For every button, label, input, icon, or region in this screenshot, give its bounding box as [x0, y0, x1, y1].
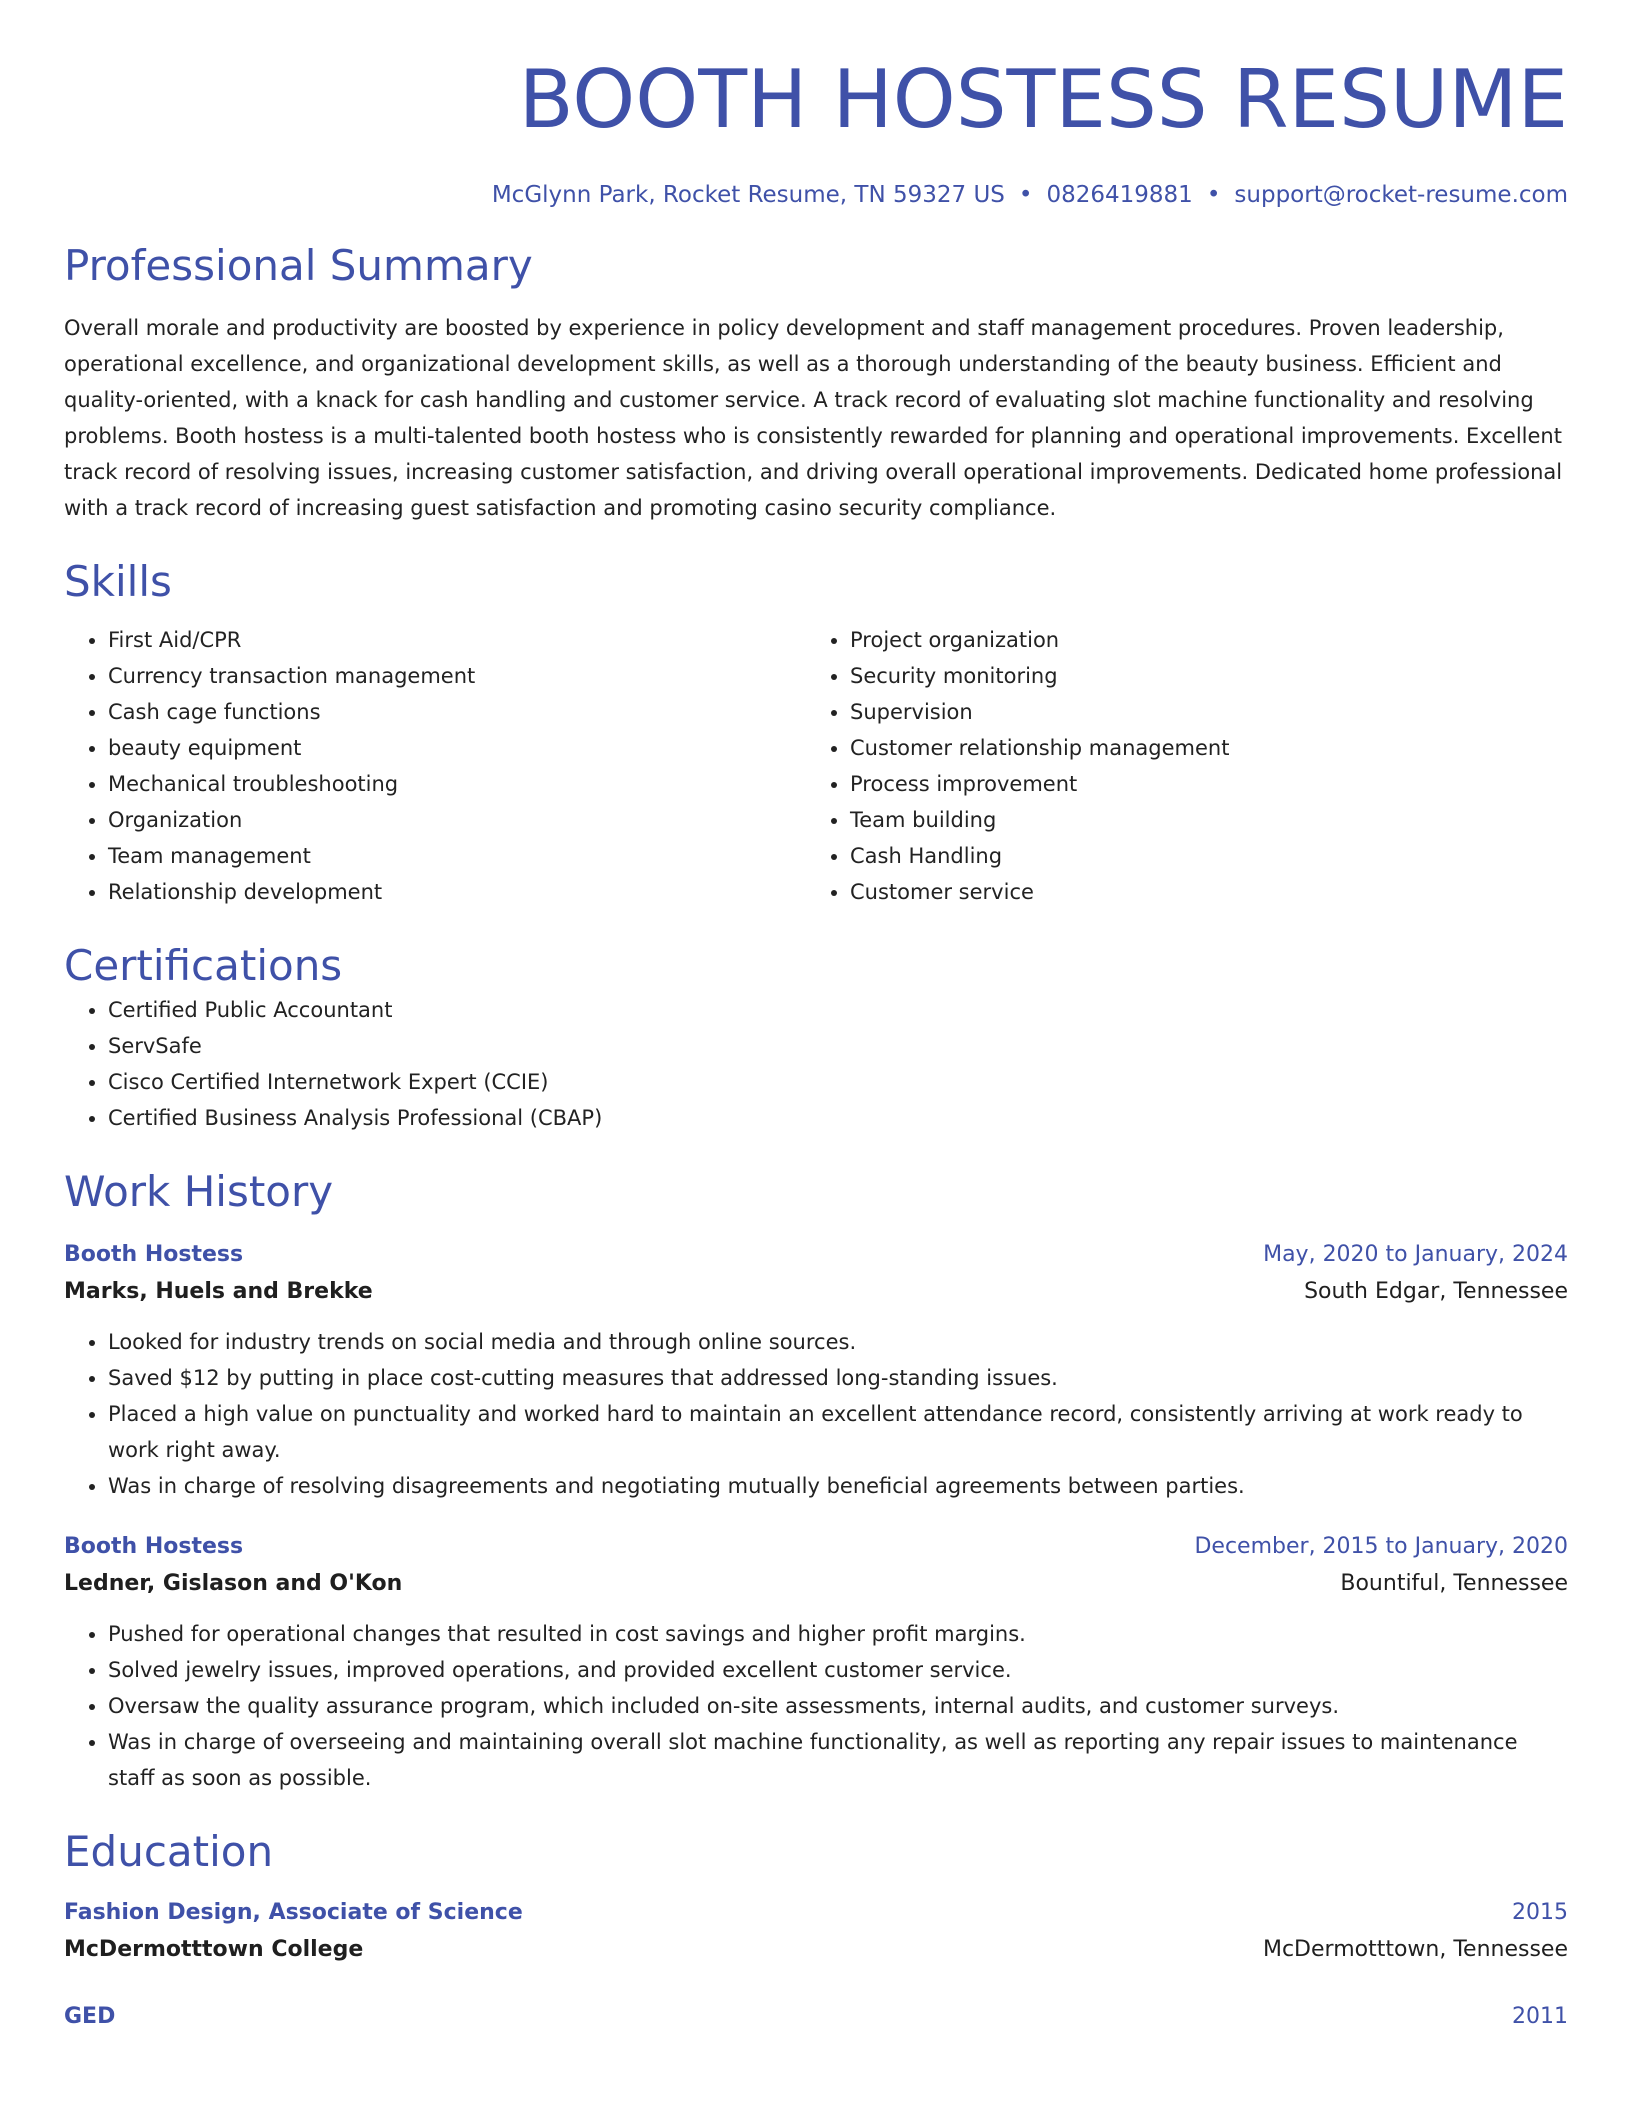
- job-company-row: [64, 1272, 1568, 1312]
- certifications-list: [64, 992, 1568, 1136]
- skill-item: • Team management: [108, 838, 806, 874]
- contact-address: McGlynn Park, Rocket Resume, TN 59327 US: [491, 182, 1005, 208]
- education-heading: Education: [64, 1827, 274, 1876]
- job-bullet: • Was in charge of resolving disagreements and negotiating mutually beneficial agreements between parties.: [108, 1468, 1568, 1504]
- summary-heading: Professional Summary: [64, 241, 533, 290]
- certification-item: • ServSafe: [108, 1028, 1568, 1064]
- job-bullets: [64, 1324, 1568, 1504]
- skills-list-left: [64, 622, 806, 910]
- contact-separator: •: [1018, 182, 1033, 208]
- skills-grid: [64, 622, 1568, 910]
- summary-text: Overall morale and productivity are boosted by experience in policy development and staff management procedures. Proven leadership, operational excellence, and organizational development skills, as well as a thorough understanding of the beauty business. Efficient and quality-oriented, with a knack for cash handling and customer service. A track record of evaluating slot machine functionality and resolving problems. Booth hostess is a multi-talented booth hostess who is consistently rewarded for planning and operational improvements. Excellent track record of resolving issues, increasing customer satisfaction, and driving overall operational improvements. Dedicated home professional with a track record of increasing guest satisfaction and promoting casino security compliance.: [64, 316, 1563, 520]
- skill-item: • Process improvement: [850, 766, 1548, 802]
- job-title: Booth Hostess: [64, 1242, 244, 1267]
- job-company-row: [64, 1564, 1568, 1604]
- skill-item: • Team building: [850, 802, 1548, 838]
- skill-item: • Security monitoring: [850, 658, 1548, 694]
- skill-item: • Customer service: [850, 874, 1548, 910]
- certification-item: • Certified Business Analysis Professional (CBAP): [108, 1100, 1568, 1136]
- skills-list-right: [806, 622, 1548, 910]
- skills-heading: Skills: [64, 557, 172, 606]
- education-school: McDermotttown College: [64, 1937, 364, 1962]
- skill-item: • Project organization: [850, 622, 1548, 658]
- job-title-row: [64, 1238, 1568, 1272]
- skill-item: • Mechanical troubleshooting: [108, 766, 806, 802]
- job-company: Ledner, Gislason and O'Kon: [64, 1571, 403, 1596]
- work-history-heading: Work History: [64, 1167, 334, 1216]
- education-location: McDermotttown, Tennessee: [1262, 1937, 1568, 1962]
- skill-item: • beauty equipment: [108, 730, 806, 766]
- job-bullet: • Pushed for operational changes that resulted in cost savings and higher profit margins.: [108, 1616, 1568, 1652]
- education-entry: [64, 1896, 1568, 1970]
- job-entry: [64, 1530, 1568, 1796]
- education-school-row: [64, 1930, 1568, 1970]
- skill-item: • Currency transaction management: [108, 658, 806, 694]
- job-bullet: • Looked for industry trends on social media and through online sources.: [108, 1324, 1568, 1360]
- skill-item: • Cash Handling: [850, 838, 1548, 874]
- job-bullet: • Solved jewelry issues, improved operations, and provided excellent customer service.: [108, 1652, 1568, 1688]
- education-degree: Fashion Design, Associate of Science: [64, 1900, 523, 1925]
- skill-item: • Supervision: [850, 694, 1548, 730]
- job-title: Booth Hostess: [64, 1534, 244, 1559]
- job-title-row: [64, 1530, 1568, 1564]
- education-year: 2015: [1512, 1900, 1568, 1925]
- job-location: South Edgar, Tennessee: [1304, 1279, 1568, 1304]
- skills-column-left: [64, 622, 806, 910]
- contact-separator: •: [1206, 182, 1221, 208]
- job-company: Marks, Huels and Brekke: [64, 1279, 373, 1304]
- skill-item: • Relationship development: [108, 874, 806, 910]
- certifications-heading: Certifications: [64, 941, 343, 990]
- contact-line: [64, 180, 1568, 210]
- skills-column-right: [806, 622, 1548, 910]
- skill-item: • First Aid/CPR: [108, 622, 806, 658]
- job-location: Bountiful, Tennessee: [1340, 1571, 1568, 1596]
- job-entry: [64, 1238, 1568, 1504]
- job-bullet: • Was in charge of overseeing and maintaining overall slot machine functionality, as well as reporting any repair issues to maintenance staff as soon as possible.: [108, 1724, 1568, 1796]
- skill-item: • Cash cage functions: [108, 694, 806, 730]
- resume-title: BOOTH HOSTESS RESUME: [518, 53, 1568, 146]
- education-entry: [64, 2000, 1568, 2034]
- education-degree-row: [64, 2000, 1568, 2034]
- job-bullets: [64, 1616, 1568, 1796]
- skill-item: • Organization: [108, 802, 806, 838]
- job-dates: May, 2020 to January, 2024: [1263, 1242, 1568, 1267]
- resume-header: [64, 52, 1568, 210]
- education-degree: GED: [64, 2004, 116, 2029]
- education-degree-row: [64, 1896, 1568, 1930]
- certification-item: • Cisco Certified Internetwork Expert (CCIE): [108, 1064, 1568, 1100]
- contact-phone: 0826419881: [1046, 182, 1193, 208]
- job-bullet: • Oversaw the quality assurance program, which included on-site assessments, internal audits, and customer surveys.: [108, 1688, 1568, 1724]
- job-bullet: • Saved $12 by putting in place cost-cutting measures that addressed long-standing issues.: [108, 1360, 1568, 1396]
- certification-item: • Certified Public Accountant: [108, 992, 1568, 1028]
- education-year: 2011: [1512, 2004, 1568, 2029]
- contact-email: support@rocket-resume.com: [1234, 182, 1568, 208]
- job-bullet: • Placed a high value on punctuality and worked hard to maintain an excellent attendance record, consistently arriving at work ready to work right away.: [108, 1396, 1568, 1468]
- job-dates: December, 2015 to January, 2020: [1194, 1534, 1568, 1559]
- skill-item: • Customer relationship management: [850, 730, 1548, 766]
